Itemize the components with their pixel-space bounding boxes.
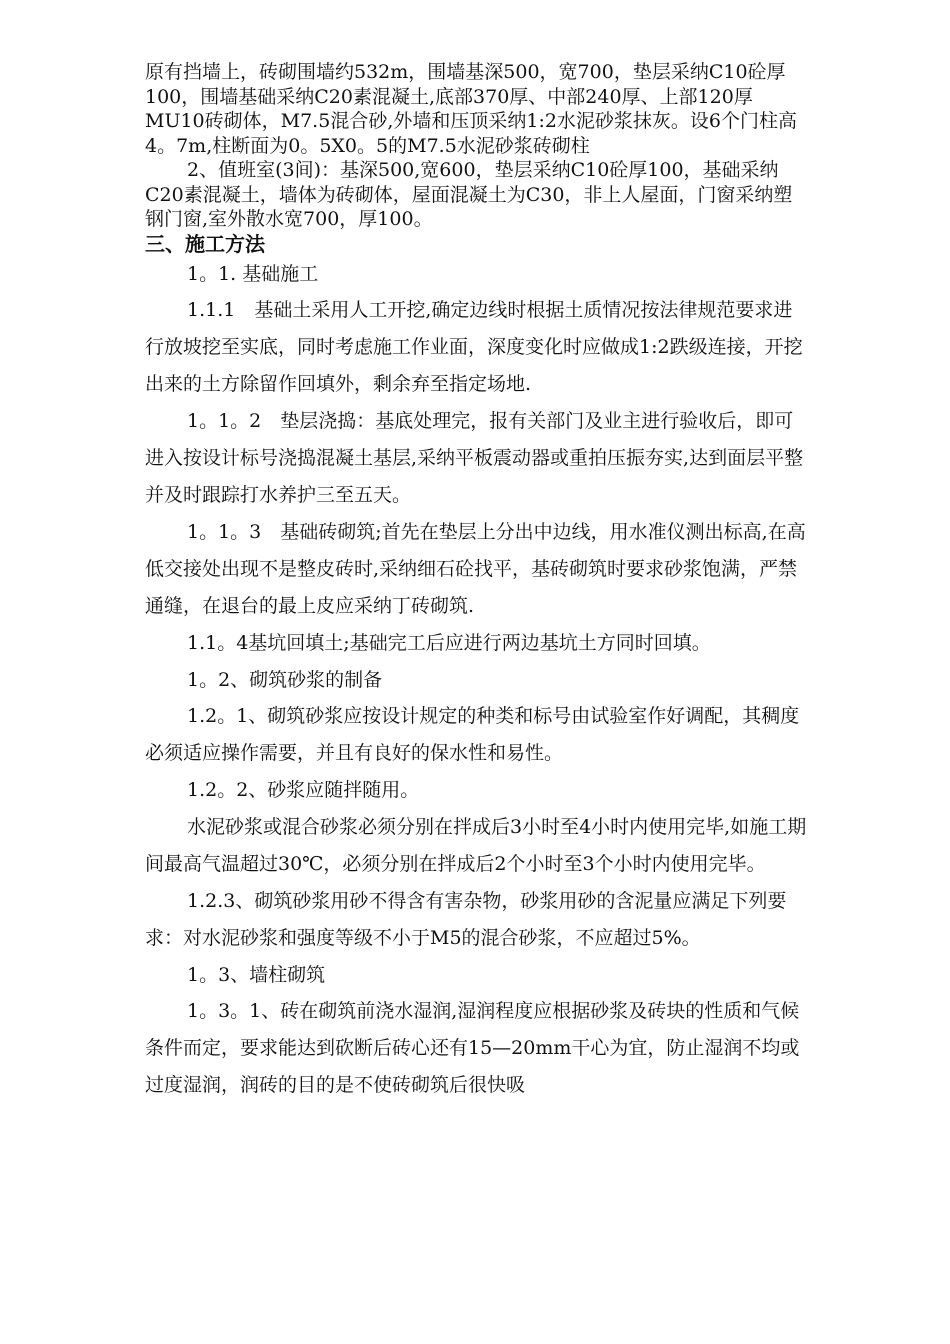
paragraph-1-1-3: 1。1。3 基础砖砌筑;首先在垫层上分出中边线，用水准仪测出标高,在高低交接处出现不是整皮砖时,采纳细石砼找平，基砖砌筑时要求砂浆饱满，严禁通缝，在退台的最上皮应采纳丁砖砌筑. <box>145 520 806 617</box>
intro-paragraph-2: 2、值班室(3间)：基深500,宽600，垫层采纳C10砼厚100，基础采纳C20素混凝土，墙体为砖砌体，屋面混凝土为C30，非上人屋面，门窗采纳塑钢门窗,室外散水宽700，厚100。 <box>145 159 793 230</box>
paragraph-1-1-2: 1。1。2 垫层浇捣：基底处理完，报有关部门及业主进行验收后，即可进入按设计标号浇捣混凝土基层,采纳平板震动器或重拍压振夯实,达到面层平整并及时跟踪打水养护三至五天。 <box>145 409 804 506</box>
body-block <box>145 256 810 1104</box>
subheading-mortar: 1。2、砌筑砂浆的制备 <box>187 668 383 691</box>
paragraph-1-2-1: 1.2。1、砌筑砂浆应按设计规定的种类和标号由试验室作好调配，其稠度必须适应操作需要，并且有良好的保水性和易性。 <box>145 704 800 764</box>
subheading-foundation: 1。1. 基础施工 <box>187 262 319 285</box>
paragraph-mortar-time: 水泥砂浆或混合砂浆必须分别在拌成后3小时至4小时内使用完毕,如施工期间最高气温超过30℃，必须分别在拌成后2个小时至3个小时内使用完毕。 <box>145 815 807 875</box>
paragraph-1-1-4: 1.1。4基坑回填土;基础完工后应进行两边基坑土方同时回填。 <box>187 631 711 654</box>
section-heading: 三、施工方法 <box>145 231 265 256</box>
paragraph-1-2-3: 1.2.3、砌筑砂浆用砂不得含有害杂物，砂浆用砂的含泥量应满足下列要求：对水泥砂浆和强度等级不小于M5的混合砂浆，不应超过5%。 <box>145 889 787 949</box>
subheading-masonry: 1。3、墙柱砌筑 <box>187 963 326 986</box>
paragraph-1-2-2: 1.2。2、砂浆应随拌随用。 <box>187 778 420 801</box>
intro-paragraph-1: 原有挡墙上，砖砌围墙约532m，围墙基深500，宽700，垫层采纳C10砼厚100，围墙基础采纳C20素混凝土,底部370厚、中部240厚、上部120厚MU10砖砌体，M7.5混合砂,外墙和压顶采纳1:2水泥砂浆抹灰。设6个门柱高4。7m,柱断面为0。5X0。5的M7.5水泥砂浆砖砌柱 <box>145 61 798 157</box>
paragraph-1-1-1: 1.1.1 基础土采用人工开挖,确定边线时根据土质情况按法律规范要求进行放坡挖至实底，同时考虑施工作业面，深度变化时应做成1:2跌级连接，开挖出来的土方除留作回填外，剩余弃至指定场地. <box>145 298 803 395</box>
intro-block <box>145 60 810 232</box>
paragraph-1-3-1: 1。3。1、砖在砌筑前浇水湿润,湿润程度应根据砂浆及砖块的性质和气候条件而定，要求能达到砍断后砖心还有15—20mm干心为宜，防止湿润不均或过度湿润，润砖的目的是不使砖砌筑后很快吸 <box>145 999 800 1096</box>
document-page <box>145 60 810 1104</box>
